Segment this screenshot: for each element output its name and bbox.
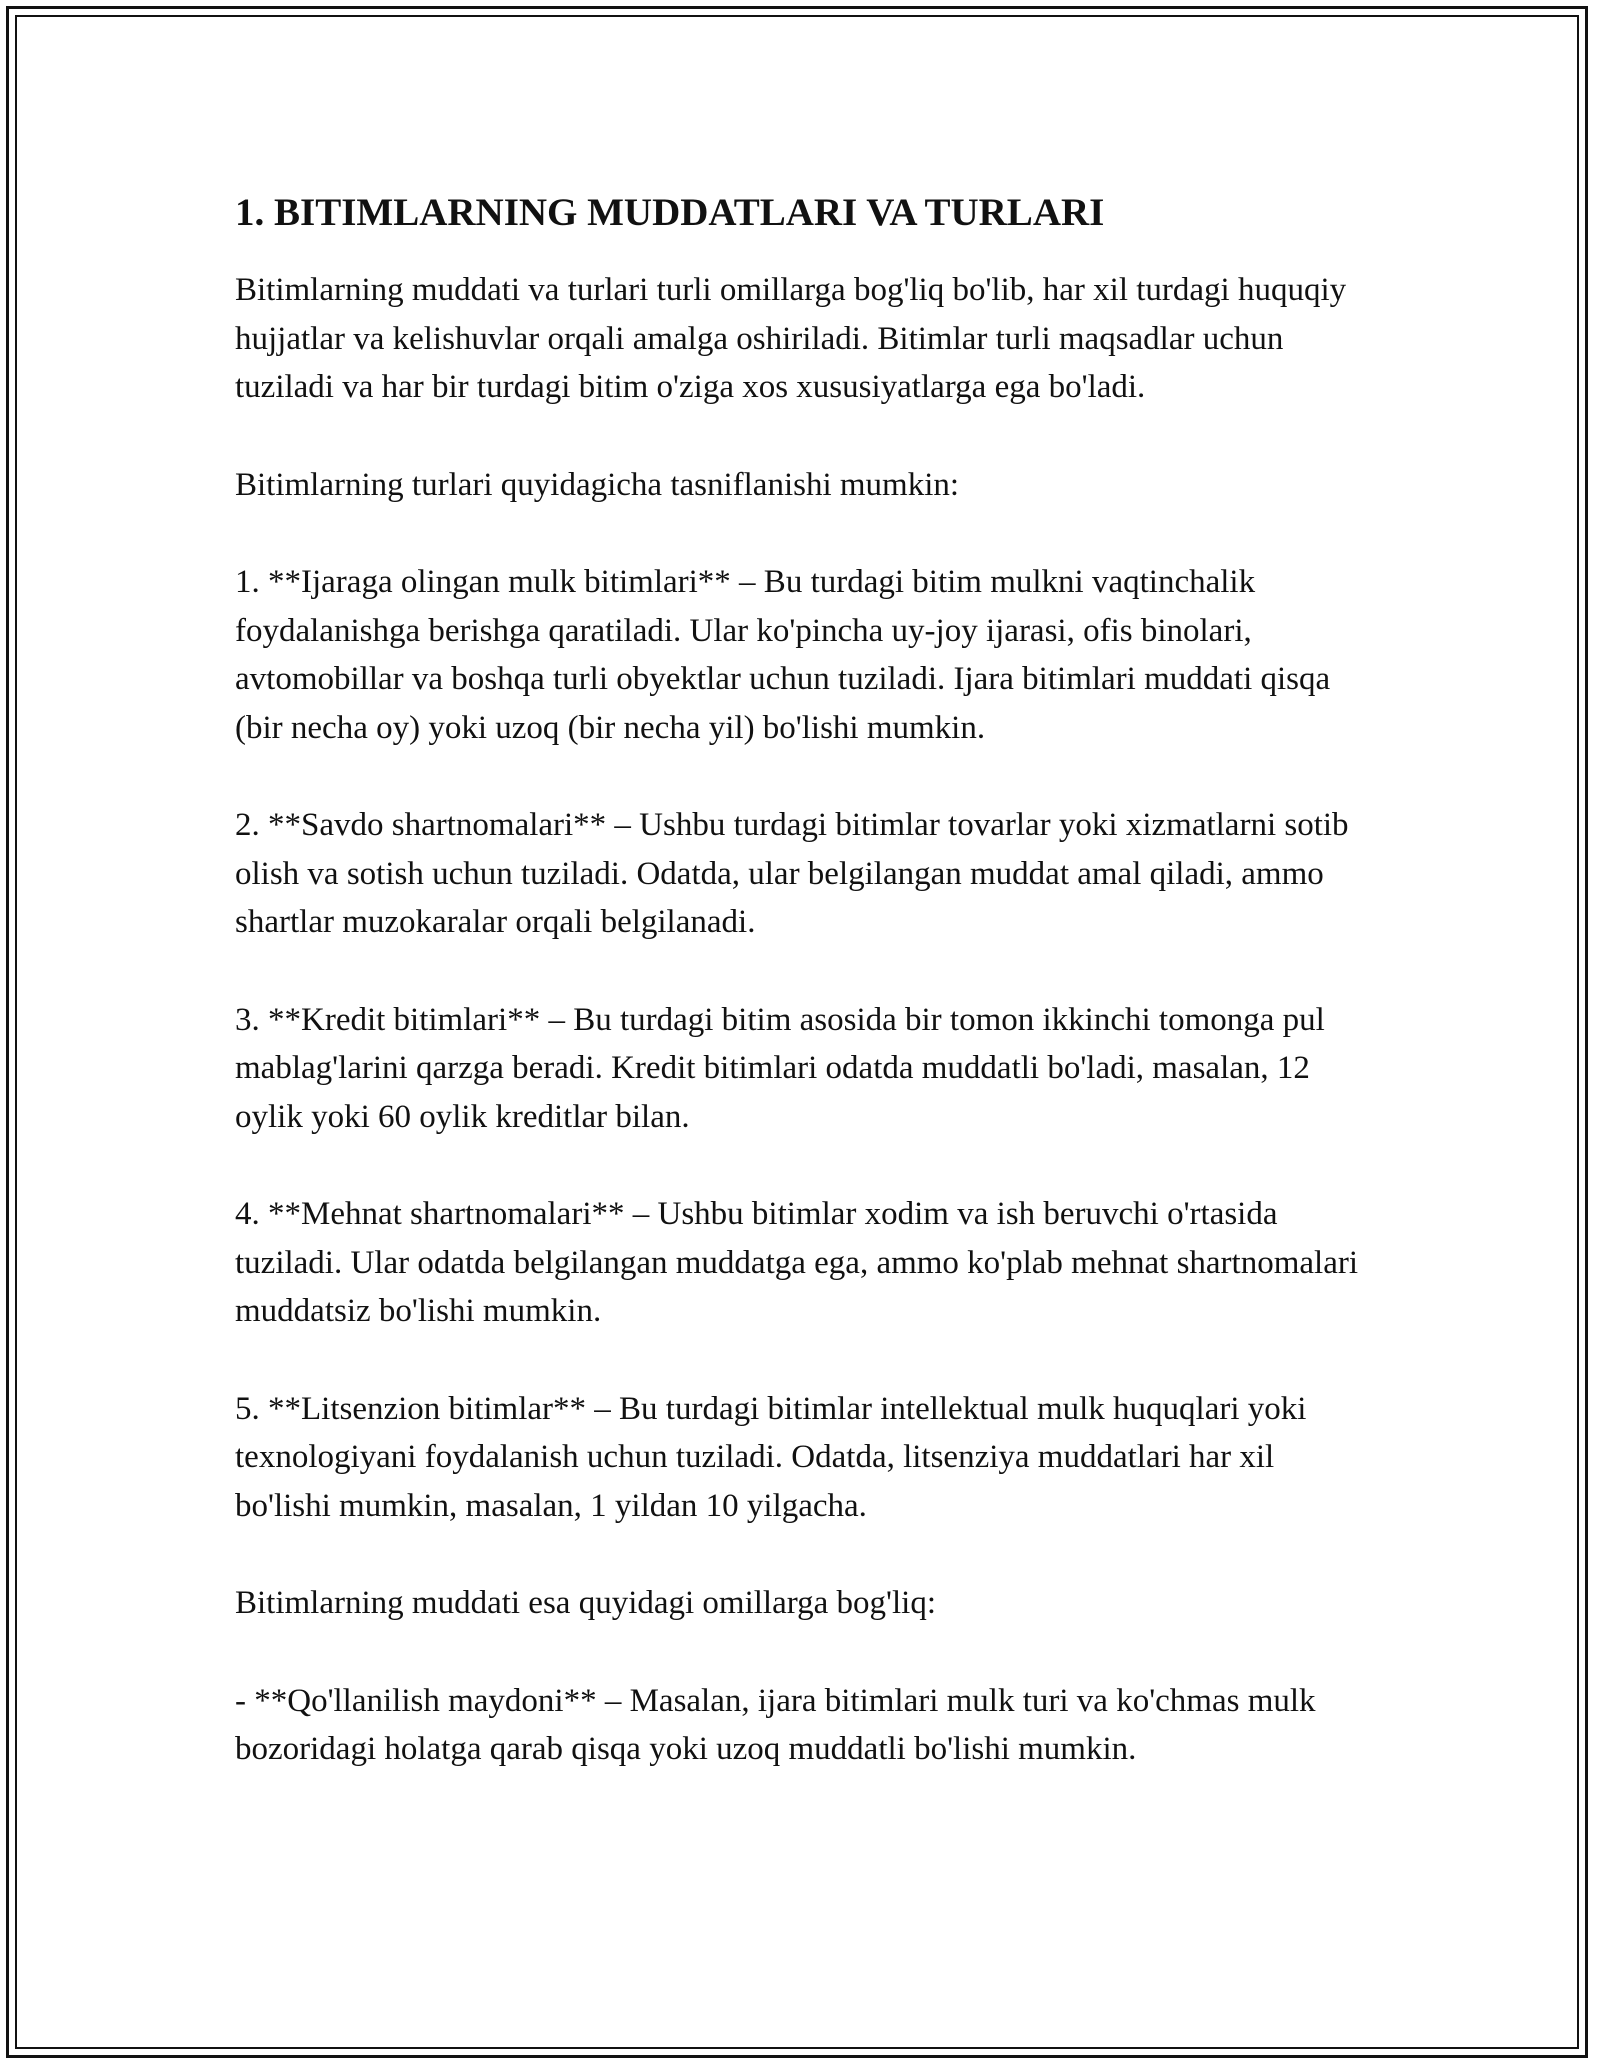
paragraph-intro: Bitimlarning muddati va turlari turli omillarga bog'liq bo'lib, har xil turdagi huquqiy hujjatlar va kelishuvlar orqali amalga oshiriladi. Bitimlar turli maqsadlar uchun tuziladi va har bir turdagi bitim o'ziga xos xususiyatlarga ega bo'ladi.	[235, 272, 1355, 405]
paragraph-duration-heading: Bitimlarning muddati esa quyidagi omillarga bog'liq:	[235, 1585, 936, 1621]
paragraph-bullet-1: - **Qo'llanilish maydoni** – Masalan, ijara bitimlari mulk turi va ko'chmas mulk bozoridagi holatga qarab qisqa yoki uzoq muddatli bo'lishi mumkin.	[235, 1682, 1324, 1767]
document-title: 1. BITIMLARNING MUDDATLARI VA TURLARI	[235, 191, 1105, 234]
document-body	[235, 188, 1375, 1823]
paragraph-item-2: 2. **Savdo shartnomalari** – Ushbu turdagi bitimlar tovarlar yoki xizmatlarni sotib olish va sotish uchun tuziladi. Odatda, ular belgilangan muddat amal qiladi, ammo shartlar muzokaralar orqali belgilanadi.	[235, 807, 1357, 940]
paragraph-item-3: 3. **Kredit bitimlari** – Bu turdagi bitim asosida bir tomon ikkinchi tomonga pul mablag'larini qarzga beradi. Kredit bitimlari odatda muddatli bo'ladi, masalan, 12 oylik yoki 60 oylik kreditlar bilan.	[235, 1001, 1334, 1135]
paragraph-item-1: 1. **Ijaraga olingan mulk bitimlari** – Bu turdagi bitim mulkni vaqtinchalik foydalanishga berishga qaratiladi. Ular ko'pincha uy-joy ijarasi, ofis binolari, avtomobillar va boshqa turli obyektlar uchun tuziladi. Ijara bitimlari muddati qisqa (bir necha oy) yoki uzoq (bir necha yil) bo'lishi mumkin.	[235, 564, 1339, 746]
paragraph-item-5: 5. **Litsenzion bitimlar** – Bu turdagi bitimlar intellektual mulk huquqlari yoki texnologiyani foydalanish uchun tuziladi. Odatda, litsenziya muddatlari har xil bo'lishi mumkin, masalan, 1 yildan 10 yilgacha.	[235, 1390, 1315, 1524]
paragraph-item-4: 4. **Mehnat shartnomalari** – Ushbu bitimlar xodim va ish beruvchi o'rtasida tuziladi. Ular odatda belgilangan muddatga ega, ammo ko'plab mehnat shartnomalari muddatsiz bo'lishi mumkin.	[235, 1196, 1367, 1329]
paragraph-types-heading: Bitimlarning turlari quyidagicha tasniflanishi mumkin:	[235, 466, 960, 503]
